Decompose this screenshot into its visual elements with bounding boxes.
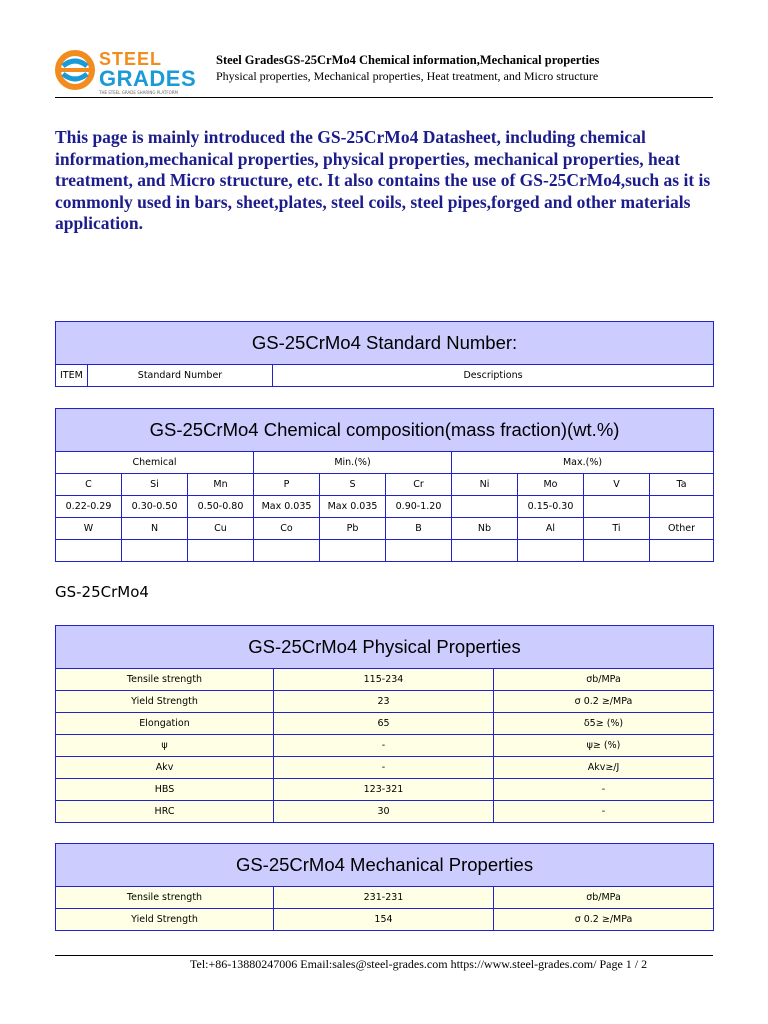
table-cell: Yield Strength [56, 691, 274, 713]
chemical-composition-table [55, 408, 714, 562]
table-cell [452, 540, 518, 562]
table-cell: 0.90-1.20 [386, 496, 452, 518]
table-cell: Tensile strength [56, 887, 274, 909]
table-cell: 0.15-0.30 [518, 496, 584, 518]
header-divider [55, 97, 713, 98]
table-cell: Yield Strength [56, 909, 274, 931]
standard-number-table [55, 321, 714, 387]
table-cell: Min.(%) [254, 452, 452, 474]
table-cell: Tensile strength [56, 669, 274, 691]
logo [53, 46, 213, 98]
table-cell: σ 0.2 ≥/MPa [494, 909, 714, 931]
table-row [56, 757, 714, 779]
table-row [56, 365, 714, 387]
table-cell: - [494, 779, 714, 801]
table-cell: Al [518, 518, 584, 540]
physical-properties-table [55, 625, 714, 823]
table-row [56, 735, 714, 757]
table-cell: Ta [650, 474, 714, 496]
table-cell [386, 540, 452, 562]
table-cell: - [494, 801, 714, 823]
table-row [56, 452, 714, 474]
table-cell [122, 540, 188, 562]
table-cell [320, 540, 386, 562]
table-cell: ψ≥ (%) [494, 735, 714, 757]
logo-brand-bottom: GRADES [99, 66, 197, 91]
table-cell: ITEM [56, 365, 88, 387]
table-cell: Other [650, 518, 714, 540]
table-cell: Elongation [56, 713, 274, 735]
table-row [56, 669, 714, 691]
table-cell: Ti [584, 518, 650, 540]
table-cell [584, 496, 650, 518]
table-cell: 65 [274, 713, 494, 735]
table-cell: C [56, 474, 122, 496]
table-cell: 231-231 [274, 887, 494, 909]
table-cell: δ5≥ (%) [494, 713, 714, 735]
table-row [56, 691, 714, 713]
table-row [56, 540, 714, 562]
table-row [56, 474, 714, 496]
table-cell: Co [254, 518, 320, 540]
table-cell: P [254, 474, 320, 496]
table-cell: Mo [518, 474, 584, 496]
table-cell: Max 0.035 [254, 496, 320, 518]
table-cell [518, 540, 584, 562]
table-cell: Mn [188, 474, 254, 496]
header-subtitle: Physical properties, Mechanical properties, Heat treatment, and Micro structure [216, 69, 599, 83]
table-cell: B [386, 518, 452, 540]
logo-brand-top: STEEL [99, 49, 163, 69]
table-cell: 154 [274, 909, 494, 931]
table-cell: 23 [274, 691, 494, 713]
table-row [56, 801, 714, 823]
intro-paragraph: This page is mainly introduced the GS-25CrMo4 Datasheet, including chemical information,mechanical properties, physical properties, mechanical properties, heat treatment, and Micro structure, etc. It also contains the use of GS-25CrMo4,such as it is commonly used in bars, sheet,plates, steel coils, steel pipes,forged and other materials application. [55, 127, 711, 233]
table-row [56, 518, 714, 540]
table-row [56, 779, 714, 801]
table-cell: Chemical [56, 452, 254, 474]
table-cell [650, 496, 714, 518]
table-cell: Akv [56, 757, 274, 779]
table-cell: Ni [452, 474, 518, 496]
table-cell: Descriptions [273, 365, 714, 387]
table-cell: 123-321 [274, 779, 494, 801]
mechanical-table-title: GS-25CrMo4 Mechanical Properties [56, 844, 714, 887]
table-cell: - [274, 757, 494, 779]
table-cell: 0.30-0.50 [122, 496, 188, 518]
table-cell: N [122, 518, 188, 540]
table-cell: Cr [386, 474, 452, 496]
table-row [56, 887, 714, 909]
table-cell: Pb [320, 518, 386, 540]
footer-divider [55, 955, 713, 956]
table-cell [650, 540, 714, 562]
table-cell: S [320, 474, 386, 496]
table-cell: Max.(%) [452, 452, 714, 474]
table-cell: σb/MPa [494, 887, 714, 909]
physical-table-title: GS-25CrMo4 Physical Properties [56, 626, 714, 669]
standard-table-title: GS-25CrMo4 Standard Number: [56, 322, 714, 365]
table-cell: Standard Number [88, 365, 273, 387]
table-cell: V [584, 474, 650, 496]
table-cell: ψ [56, 735, 274, 757]
table-cell [188, 540, 254, 562]
table-cell: W [56, 518, 122, 540]
chemical-table-title: GS-25CrMo4 Chemical composition(mass fraction)(wt.%) [56, 409, 714, 452]
table-cell: Cu [188, 518, 254, 540]
table-cell [584, 540, 650, 562]
grade-label: GS-25CrMo4 [55, 583, 149, 601]
table-cell: HBS [56, 779, 274, 801]
table-cell: Max 0.035 [320, 496, 386, 518]
table-cell: Nb [452, 518, 518, 540]
header-title: Steel GradesGS-25CrMo4 Chemical information,Mechanical properties [216, 53, 600, 67]
table-cell: - [274, 735, 494, 757]
table-cell [452, 496, 518, 518]
table-row [56, 496, 714, 518]
table-cell: 115-234 [274, 669, 494, 691]
table-row [56, 713, 714, 735]
table-cell: Si [122, 474, 188, 496]
table-cell [254, 540, 320, 562]
footer-contact: Tel:+86-13880247006 Email:sales@steel-grades.com https://www.steel-grades.com/ Page 1 / 2 [190, 957, 648, 971]
logo-tagline: THE STEEL GRADE SHARING PLATFORM [99, 90, 179, 95]
table-cell: σb/MPa [494, 669, 714, 691]
table-cell: σ 0.2 ≥/MPa [494, 691, 714, 713]
table-cell: HRC [56, 801, 274, 823]
table-cell [56, 540, 122, 562]
table-cell: Akv≥/J [494, 757, 714, 779]
mechanical-properties-table [55, 843, 714, 931]
table-cell: 30 [274, 801, 494, 823]
table-row [56, 909, 714, 931]
table-cell: 0.50-0.80 [188, 496, 254, 518]
table-cell: 0.22-0.29 [56, 496, 122, 518]
